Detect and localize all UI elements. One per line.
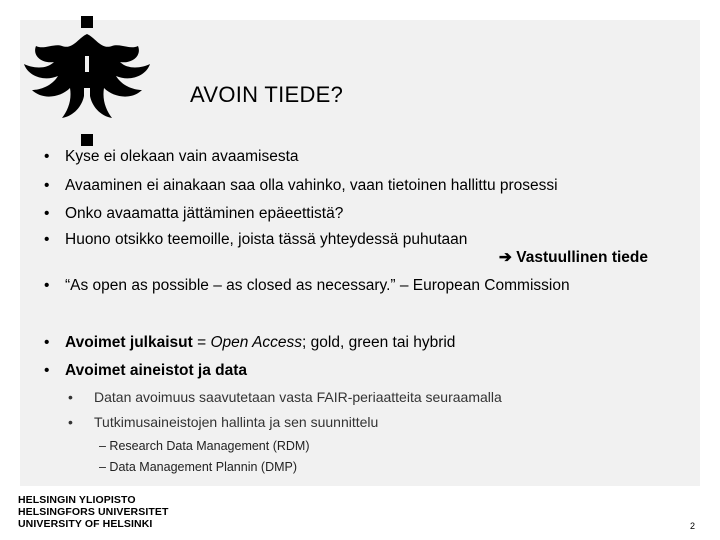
bullet-dot: •: [44, 205, 50, 222]
bullet-dot: •: [44, 334, 50, 351]
page-number: 2: [690, 521, 696, 531]
open-data-text: Avoimet aineistot ja data: [65, 362, 248, 379]
open-access-italic: Open Access: [210, 334, 303, 351]
university-name: [18, 494, 168, 530]
quote-text: “As open as possible – as closed as necessary.” – European Commission: [65, 277, 570, 294]
open-access-bold: Avoimet julkaisut: [65, 334, 193, 351]
open-access-rest: ; gold, green tai hybrid: [302, 334, 456, 351]
open-access-eq: =: [192, 334, 211, 351]
university-name-en: UNIVERSITY OF HELSINKI: [18, 518, 153, 530]
bullet-text: Kyse ei olekaan vain avaamisesta: [65, 148, 299, 165]
bullet-dot: •: [44, 231, 50, 248]
sub-bullet-text: Tutkimusaineistojen hallinta ja sen suunnittelu: [94, 414, 379, 430]
bullet-dot: •: [44, 148, 50, 165]
university-name-fi: HELSINGIN YLIOPISTO: [18, 494, 136, 506]
open-access-line: [65, 334, 455, 352]
university-name-sv: HELSINGFORS UNIVERSITET: [18, 506, 169, 518]
arrow-right-icon: ➔: [498, 249, 517, 266]
bullet-dot: •: [44, 277, 50, 294]
bullet-dot: •: [68, 414, 73, 430]
bullet-dot: •: [44, 362, 50, 379]
sub-sub-bullet-item: – Research Data Management (RDM): [99, 439, 310, 453]
bullet-dot: •: [44, 177, 50, 194]
arrow-conclusion: [499, 248, 648, 267]
slide-title: AVOIN TIEDE?: [190, 82, 344, 107]
bullet-text: Avaaminen ei ainakaan saa olla vahinko, vaan tietoinen hallittu prosessi: [65, 177, 558, 194]
sub-bullet-text: Datan avoimuus saavutetaan vasta FAIR-periaatteita seuraamalla: [94, 389, 502, 405]
arrow-conclusion-text: Vastuullinen tiede: [516, 249, 648, 266]
bullet-dot: •: [68, 389, 73, 405]
bullet-text: Onko avaamatta jättäminen epäeettistä?: [65, 205, 344, 222]
university-flame-logo-icon: [18, 16, 158, 148]
bullet-text: Huono otsikko teemoille, joista tässä yhteydessä puhutaan: [65, 231, 468, 248]
sub-sub-bullet-item: – Data Management Plannin (DMP): [99, 460, 298, 474]
